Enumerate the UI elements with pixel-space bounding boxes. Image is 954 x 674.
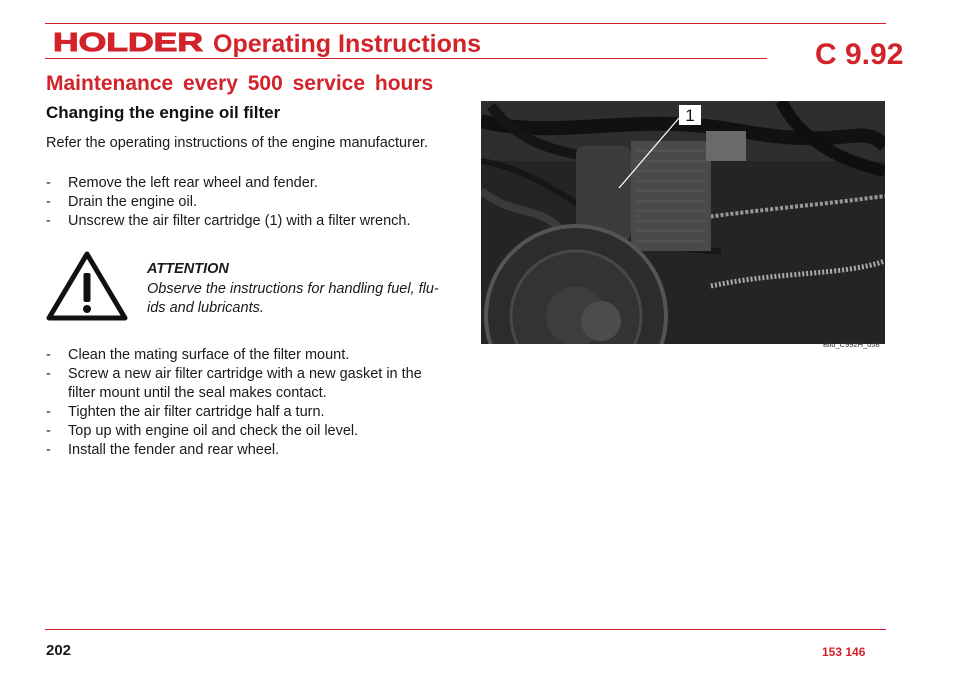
section-code: C 9.92: [815, 38, 904, 71]
doc-number: 153 146: [822, 645, 866, 659]
photo-caption: Bild_C992H_058: [823, 340, 880, 349]
list-item: - Top up with engine oil and check the oil level.: [46, 422, 446, 441]
list-item: - Tighten the air filter cartridge half a turn.: [46, 403, 446, 422]
figure-callout: 1: [685, 106, 695, 125]
list-item: - Remove the left rear wheel and fender.: [46, 174, 466, 193]
list-item: - Clean the mating surface of the filter mount.: [46, 346, 446, 365]
engine-photo: [481, 101, 885, 344]
header-title: Operating Instructions: [213, 30, 482, 58]
intro-text: Refer the operating instructions of the engine manufacturer.: [46, 135, 429, 151]
page-number: 202: [46, 642, 72, 659]
list-item: - Install the fender and rear wheel.: [46, 441, 446, 460]
attention-text: Observe the instructions for handling fuel, flu-ids and lubricants.: [147, 281, 439, 316]
attention-label: ATTENTION: [147, 261, 229, 277]
warning-triangle-icon: [44, 249, 130, 328]
steps-after-list: [46, 346, 446, 460]
list-item: - Drain the engine oil.: [46, 193, 466, 212]
holder-logo: [53, 32, 205, 59]
bottom-rule: [45, 629, 886, 630]
steps-before-list: [46, 174, 466, 231]
title-rule: [45, 58, 767, 59]
list-item: - Screw a new air filter cartridge with a new gasket in the filter mount until the seal makes contact.: [46, 365, 446, 403]
main-heading: Maintenance every 500 service hours: [46, 72, 434, 95]
logo-text: HOLDER: [53, 32, 204, 54]
top-rule: [45, 23, 886, 24]
sub-heading: Changing the engine oil filter: [46, 103, 281, 122]
list-item: - Unscrew the air filter cartridge (1) with a filter wrench.: [46, 212, 466, 231]
